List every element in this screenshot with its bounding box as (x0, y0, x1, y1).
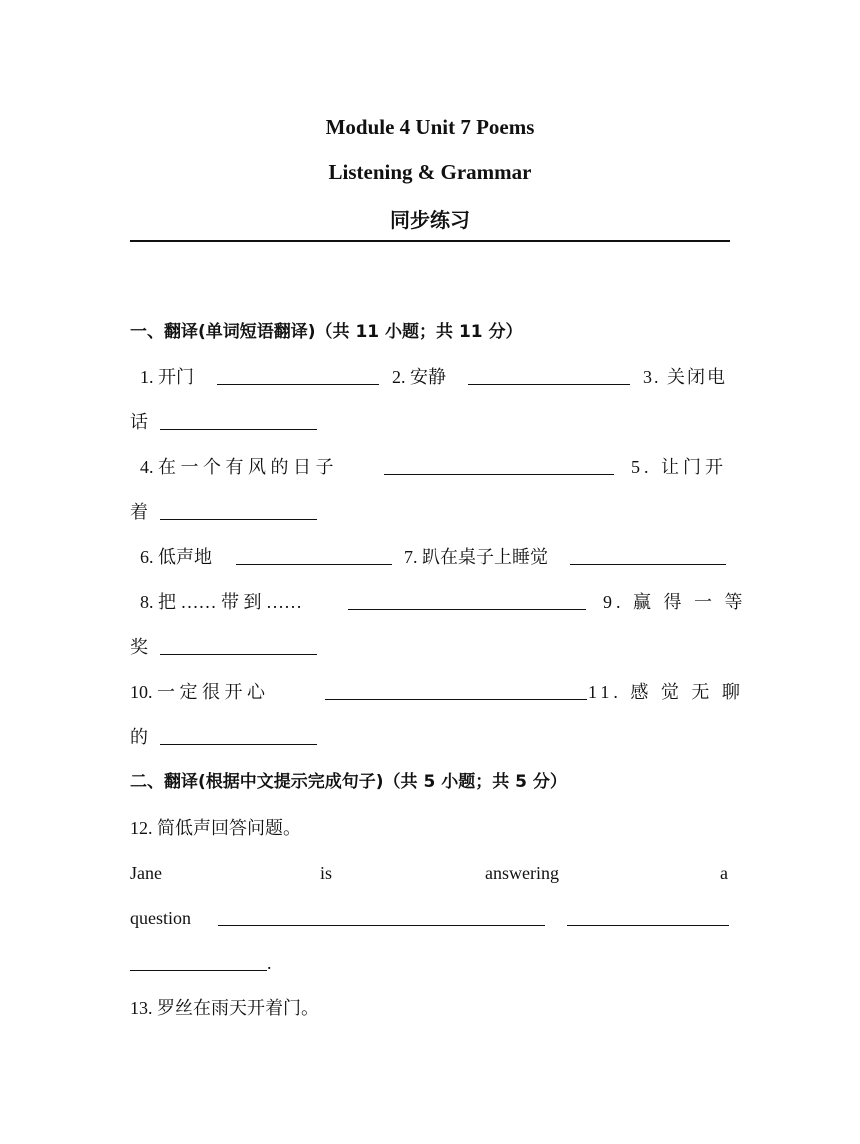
item-11-label-cont: 的 (130, 727, 148, 747)
item-11-blank[interactable] (160, 744, 317, 745)
q12-blank-1[interactable] (218, 925, 545, 926)
item-1-label: 1. 开门 (140, 367, 194, 387)
section1-heading: 一、翻译(单词短语翻译)（共 11 小题；共 11 分） (130, 322, 523, 342)
q12-word-2: is (320, 863, 333, 883)
item-8-label: 8. 把 …… 带 到 …… (140, 592, 302, 612)
item-8-blank[interactable] (348, 609, 586, 610)
item-11-label: 11. 感 觉 无 聊 (588, 682, 744, 702)
title: Module 4 Unit 7 Poems (325, 115, 535, 139)
item-6-blank[interactable] (236, 564, 392, 565)
q12-word-1: Jane (130, 863, 162, 883)
item-4-label: 4. 在 一 个 有 风 的 日 子 (140, 457, 334, 477)
item-7-label: 7. 趴在桌子上睡觉 (404, 547, 548, 567)
item-5-label-cont: 着 (130, 502, 148, 522)
q12-word-3: answering (485, 863, 559, 883)
item-7-blank[interactable] (570, 564, 726, 565)
sync-practice-label: 同步练习 (390, 208, 470, 232)
item-2-blank[interactable] (468, 384, 630, 385)
q12-period: . (267, 953, 272, 973)
section2-heading: 二、翻译(根据中文提示完成句子)（共 5 小题；共 5 分） (130, 772, 567, 792)
q12-line2: question (130, 908, 191, 928)
q12-blank-3[interactable] (130, 970, 267, 971)
item-3-blank[interactable] (160, 429, 317, 430)
item-9-blank[interactable] (160, 654, 317, 655)
item-9-label-cont: 奖 (130, 637, 148, 657)
item-9-label: 9. 赢 得 一 等 (603, 592, 747, 612)
q13-prompt: 13. 罗丝在雨天开着门。 (130, 998, 319, 1018)
q12-word-4: a (720, 863, 728, 883)
q12-blank-2[interactable] (567, 925, 729, 926)
item-6-label: 6. 低声地 (140, 547, 212, 567)
item-5-label: 5. 让门开 (631, 457, 727, 477)
item-1-blank[interactable] (217, 384, 379, 385)
item-2-label: 2. 安静 (392, 367, 446, 387)
item-5-blank[interactable] (160, 519, 317, 520)
item-4-blank[interactable] (384, 474, 614, 475)
subtitle: Listening & Grammar (328, 160, 532, 184)
item-10-blank[interactable] (325, 699, 587, 700)
item-3-label-cont: 话 (130, 412, 148, 432)
header-divider (130, 240, 730, 242)
item-3-label: 3. 关闭电 (643, 367, 727, 387)
item-10-label: 10. 一 定 很 开 心 (130, 682, 265, 702)
q12-prompt: 12. 简低声回答问题。 (130, 818, 301, 838)
